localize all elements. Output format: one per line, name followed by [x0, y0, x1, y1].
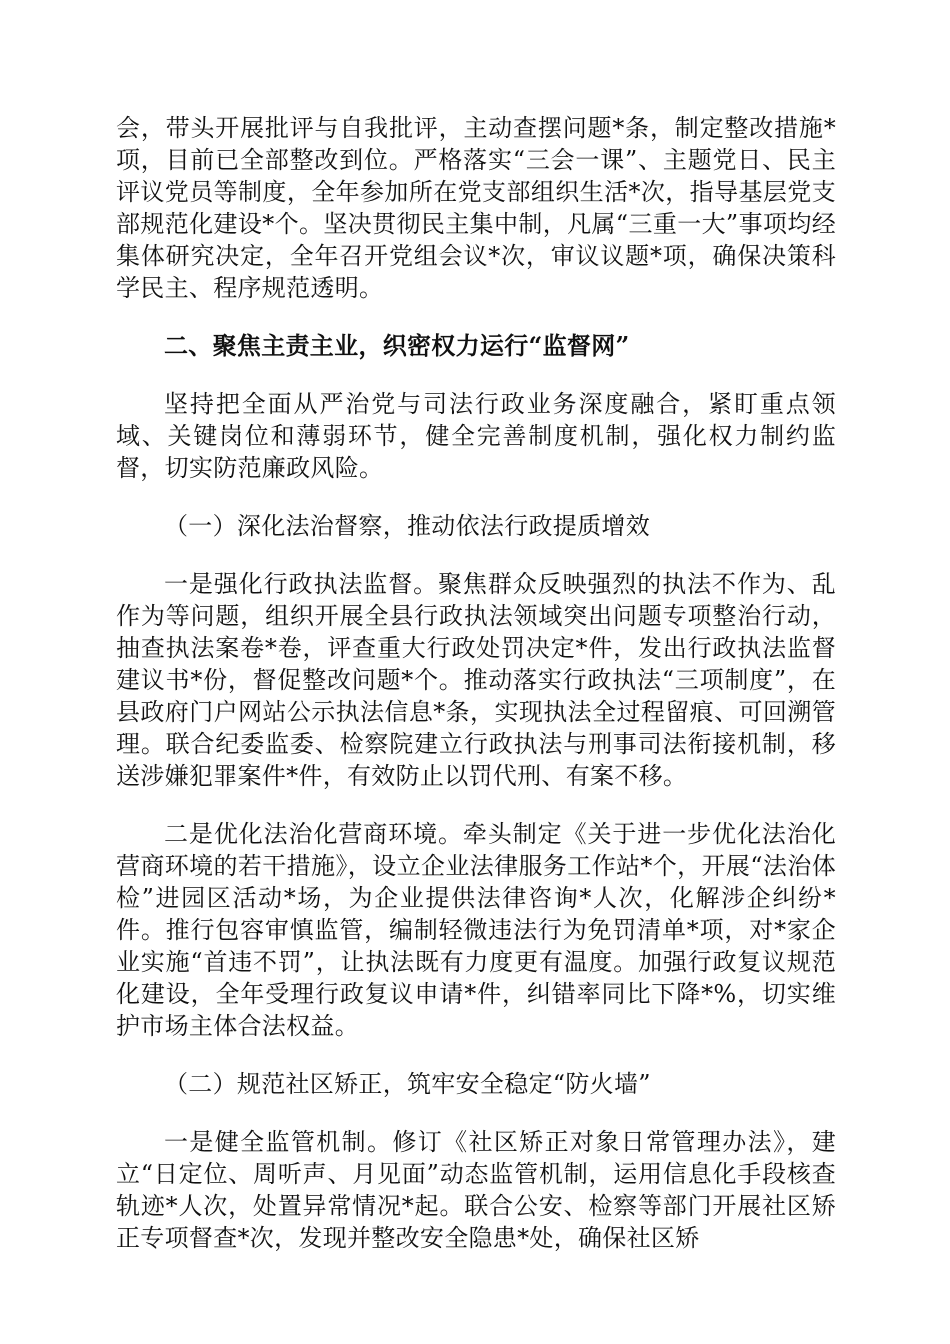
document-page — [116, 112, 836, 1254]
paragraph-supervision-mechanism: 一是健全监管机制。修订《社区矫正对象日常管理办法》，建立“日定位、周听声、月见面”动态监管机制，运用信息化手段核查轨迹*人次，处置异常情况*起。联合公安、检察等部门开展社区矫正专项督查*次，发现并整改安全隐患*处，确保社区矫 — [116, 1128, 836, 1252]
paragraph-continuation: 会，带头开展批评与自我批评，主动查摆问题*条，制定整改措施*项，目前已全部整改到位。严格落实“三会一课”、主题党日、民主评议党员等制度，全年参加所在党支部组织生活*次，指导基层党支部规范化建设*个。坚决贯彻民主集中制，凡属“三重一大”事项均经集体研究决定，全年召开党组会议*次，审议议题*项，确保决策科学民主、程序规范透明。 — [116, 114, 836, 302]
section-heading-2: 二、聚焦主责主业，织密权力运行“监督网” — [164, 331, 630, 360]
paragraph-business-environment: 二是优化法治化营商环境。牵头制定《关于进一步优化法治化营商环境的若干措施》，设立企业法律服务工作站*个，开展“法治体检”进园区活动*场，为企业提供法律咨询*人次，化解涉企纠纷*件。推行包容审慎监管，编制轻微违法行为免罚清单*项，对*家企业实施“首违不罚”，让执法既有力度更有温度。加强行政复议规范化建设，全年受理行政复议申请*件，纠错率同比下降*%，切实维护市场主体合法权益。 — [116, 820, 836, 1040]
paragraph-enforcement-supervision: 一是强化行政执法监督。聚焦群众反映强烈的执法不作为、乱作为等问题，组织开展全县行政执法领域突出问题专项整治行动，抽查执法案卷*卷，评查重大行政处罚决定*件，发出行政执法监督建议书*份，督促整改问题*个。推动落实行政执法“三项制度”，在县政府门户网站公示执法信息*条，实现执法全过程留痕、可回溯管理。联合纪委监委、检察院建立行政执法与刑事司法衔接机制，移送涉嫌犯罪案件*件，有效防止以罚代刑、有案不移。 — [116, 570, 836, 790]
subheading-2: （二）规范社区矫正，筑牢安全稳定“防火墙” — [164, 1070, 651, 1098]
paragraph-section-intro: 坚持把全面从严治党与司法行政业务深度融合，紧盯重点领域、关键岗位和薄弱环节，健全完善制度机制，强化权力制约监督，切实防范廉政风险。 — [116, 390, 836, 482]
subheading-1: （一）深化法治督察，推动依法行政提质增效 — [164, 512, 650, 540]
